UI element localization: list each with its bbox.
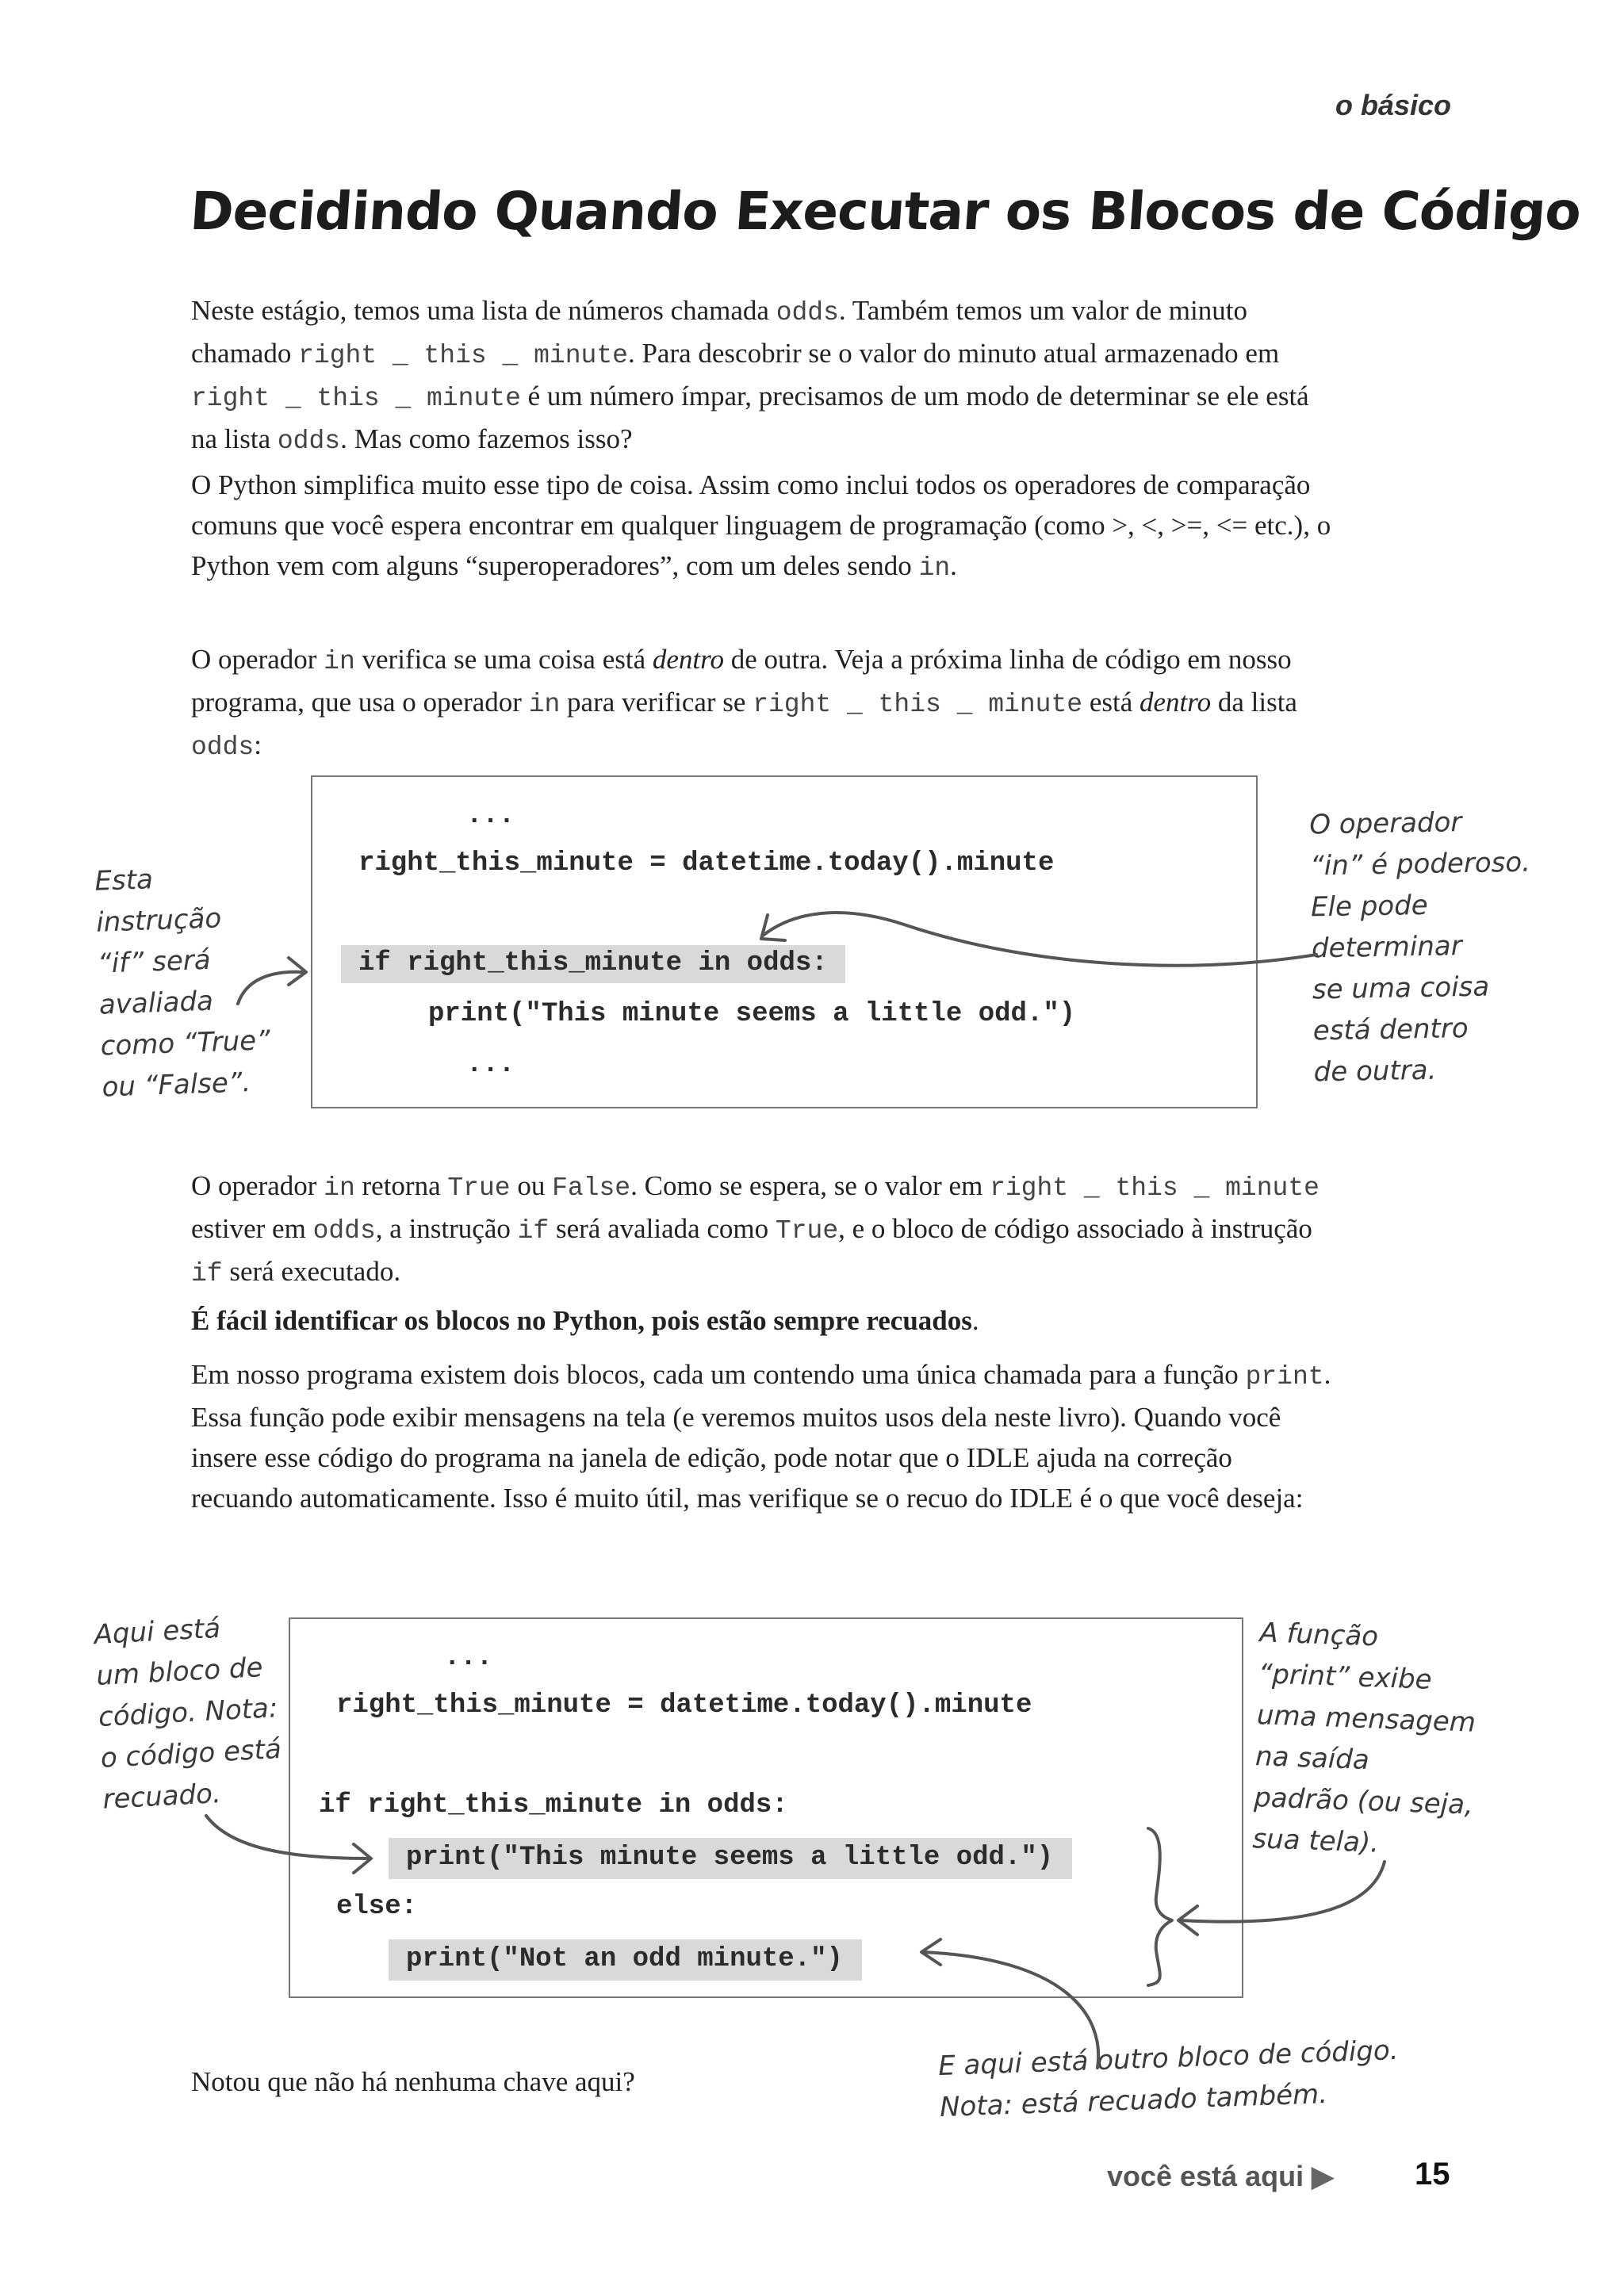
page-title: Decidindo Quando Executar os Blocos de Código: [188, 181, 1583, 242]
code2-line-assignment: right_this_minute = datetime.today().minute: [336, 1690, 1032, 1721]
paragraph-1: Neste estágio, temos uma lista de números chamada odds. Também temos um valor de minuto chamado right _ this _ minute. Para descobrir se o valor do minuto atual armazenado em right _ this _ minute é um número ímpar, precisamos de um modo de determinar se ele está na lista odds. Mas como fazemos isso?: [191, 295, 1309, 456]
paragraph-2: O Python simplifica muito esse tipo de coisa. Assim como inclui todos os operadores de comparação comuns que você espera encontrar em qualquer linguagem de programação (como >, <, >=, <= etc.), o Python vem com alguns “superoperadores”, com um deles sendo in.: [191, 469, 1331, 583]
code1-line-if-highlight: if right_this_minute in odds:: [341, 945, 845, 983]
code2-line-else: else:: [336, 1892, 418, 1922]
paragraph-3: O operador in verifica se uma coisa está dentro de outra. Veja a próxima linha de código em nosso programa, que usa o operador in para verificar se right _ this _ minute está dentro da lista odds:: [191, 644, 1297, 762]
footer-nav: [1107, 2160, 1334, 2193]
code2-line-print-not-odd: print("Not an odd minute."): [389, 1939, 862, 1981]
paragraph-5: É fácil identificar os blocos no Python, pois estão sempre recuados.: [191, 1305, 979, 1336]
code2-line-if: if right_this_minute in odds:: [319, 1790, 788, 1820]
code1-line-ellipsis-bottom: ...: [466, 1050, 515, 1080]
running-head: o básico: [1335, 89, 1451, 121]
arrow-if-statement: [238, 972, 303, 1004]
footer-nav-label: você está aqui: [1107, 2160, 1304, 2192]
arrow-code-block: [206, 1816, 370, 1859]
arrow-another-block: [923, 1952, 1098, 2068]
page-number: 15: [1415, 2157, 1450, 2192]
brace-blocks: [1148, 1828, 1172, 1985]
play-arrow-icon: ▶: [1312, 2160, 1334, 2192]
arrow-in-operator: [763, 913, 1316, 966]
annotation-code-block: Aqui está um bloco de código. Nota: o código está recuado.: [93, 1612, 282, 1816]
paragraph-4: O operador in retorna True ou False. Como se espera, se o valor em right _ this _ minute estiver em odds, a instrução if será avaliada como True, e o bloco de código associado à instrução if será executado.: [191, 1170, 1320, 1288]
annotation-another-block: E aqui está outro bloco de código. Nota: está recuado também.: [937, 2034, 1400, 2124]
paragraph-6: Em nosso programa existem dois blocos, cada um contendo uma única chamada para a função print. Essa função pode exibir mensagens na tela (e veremos muitos usos dela neste livro). Quando você insere esse código do programa na janela de edição, pode notar que o IDLE ajuda na correção recuando automaticamente. Isso é muito útil, mas verifique se o recuo do IDLE é o que você deseja:: [191, 1359, 1331, 1514]
annotation-print-function: A função “print” exibe uma mensagem na saída padrão (ou seja, sua tela).: [1251, 1617, 1477, 1859]
paragraph-7: Notou que não há nenhuma chave aqui?: [191, 2066, 635, 2097]
code2-line-ellipsis: ...: [444, 1643, 493, 1673]
annotation-if-statement: Esta instrução “if” será avaliada como “True” ou “False”.: [94, 863, 271, 1104]
code1-line-ellipsis-top: ...: [466, 801, 515, 831]
code1-line-assignment: right_this_minute = datetime.today().minute: [358, 848, 1055, 879]
annotation-in-operator: O operador “in” é poderoso. Ele pode determinar se uma coisa está dentro de outra.: [1308, 806, 1531, 1089]
code1-line-print: print("This minute seems a little odd."): [428, 999, 1076, 1029]
arrow-print-function: [1180, 1862, 1385, 1922]
code2-line-print-odd: print("This minute seems a little odd."): [389, 1838, 1072, 1879]
